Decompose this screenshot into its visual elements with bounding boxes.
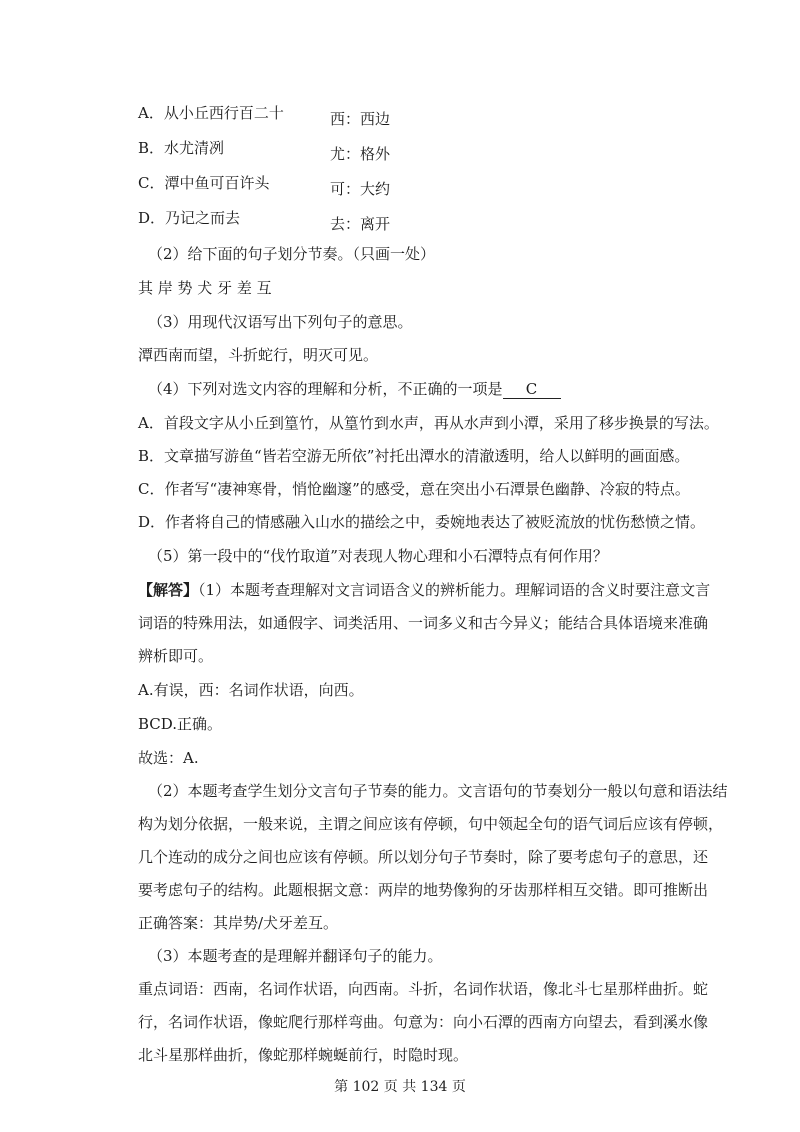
answer-a2: BCD.正确。: [138, 715, 223, 733]
answer-p4-line3: 北斗星那样曲折，像蛇那样蜿蜒前行，时隐时现。: [138, 1046, 469, 1064]
q3-sentence: 潭西南而望，斗折蛇行，明灭可见。: [138, 346, 379, 364]
q4-choice-a: A．首段文字从小丘到篁竹，从篁竹到水声，再从水声到小潭，采用了移步换景的写法。: [138, 414, 719, 432]
option-d: D．乃记之而去: [138, 209, 241, 227]
q3-prompt: （3）用现代汉语写出下列句子的意思。: [148, 313, 413, 331]
answer-p2-line5: 正确答案：其岸势/犬牙差互。: [138, 914, 339, 932]
answer-p1-line2: 词语的特殊用法，如通假字、词类活用、一词多义和古今异义；能结合具体语境来准确: [138, 614, 709, 632]
answer-p2-line2: 构为划分依据，一般来说，主谓之间应该有停顿，句中领起全句的语气词后应该有停顿，: [138, 815, 724, 833]
answer-p2-line1: （2）本题考查学生划分文言句子节奏的能力。文言语句的节奏划分一般以句意和语法结: [148, 782, 728, 800]
answer-a3: 故选：A.: [138, 749, 199, 767]
q4-choice-d: D．作者将自己的情感融入山水的描绘之中，委婉地表达了被贬流放的忧伤愁愤之情。: [138, 513, 706, 531]
page-footer: 第 102 页 共 134 页: [334, 1079, 466, 1095]
answer-a1: A.有误，西：名词作状语，向西。: [138, 681, 364, 699]
gloss-d: 去：离开: [330, 215, 391, 233]
q4-prompt-text: （4）下列对选文内容的理解和分析，不正确的一项是: [148, 380, 503, 398]
option-a: A．从小丘西行百二十: [138, 104, 284, 122]
q4-choice-c: C．作者写“凄神寒骨，悄怆幽邃”的感受，意在突出小石潭景色幽静、冷寂的特点。: [138, 480, 690, 498]
gloss-a: 西：西边: [330, 110, 391, 128]
q2-prompt: （2）给下面的句子划分节奏。（只画一处）: [148, 245, 436, 263]
q5-prompt: （5）第一段中的“伐竹取道”对表现人物心理和小石潭特点有何作用？: [148, 547, 608, 565]
gloss-b: 尤：格外: [330, 145, 391, 163]
q2-sentence: 其 岸 势 犬 牙 差 互: [138, 279, 272, 297]
q4-answer-blank: C: [503, 380, 561, 399]
q4-prompt: [148, 379, 561, 399]
answer-p3: （3）本题考查的是理解并翻译句子的能力。: [148, 947, 443, 965]
answer-tag: 【解答】: [138, 581, 199, 599]
option-b: B．水尤清冽: [138, 139, 225, 157]
gloss-c: 可：大约: [330, 180, 391, 198]
answer-p1-text: （1）本题考查理解对文言词语含义的辨析能力。理解词语的含义时要注意文言: [198, 581, 711, 599]
answer-p2-line4: 要考虑句子的结构。此题根据文意：两岸的地势像狗的牙齿那样相互交错。即可推断出: [138, 881, 709, 899]
answer-p2-line3: 几个连动的成分之间也应该有停顿。所以划分句子节奏时，除了要考虑句子的意思，还: [138, 848, 709, 866]
answer-p1-line3: 辨析即可。: [138, 647, 214, 665]
option-c: C．潭中鱼可百许头: [138, 174, 270, 192]
answer-p4-line2: 行，名词作状语，像蛇爬行那样弯曲。句意为：向小石潭的西南方向望去，看到溪水像: [138, 1013, 709, 1031]
q4-choice-b: B．文章描写游鱼“皆若空游无所依”衬托出潭水的清澈透明，给人以鲜明的画面感。: [138, 447, 690, 465]
answer-p1-line1: [138, 580, 710, 600]
answer-p4-line1: 重点词语：西南，名词作状语，向西南。斗折，名词作状语，像北斗七星那样曲折。蛇: [138, 980, 709, 998]
